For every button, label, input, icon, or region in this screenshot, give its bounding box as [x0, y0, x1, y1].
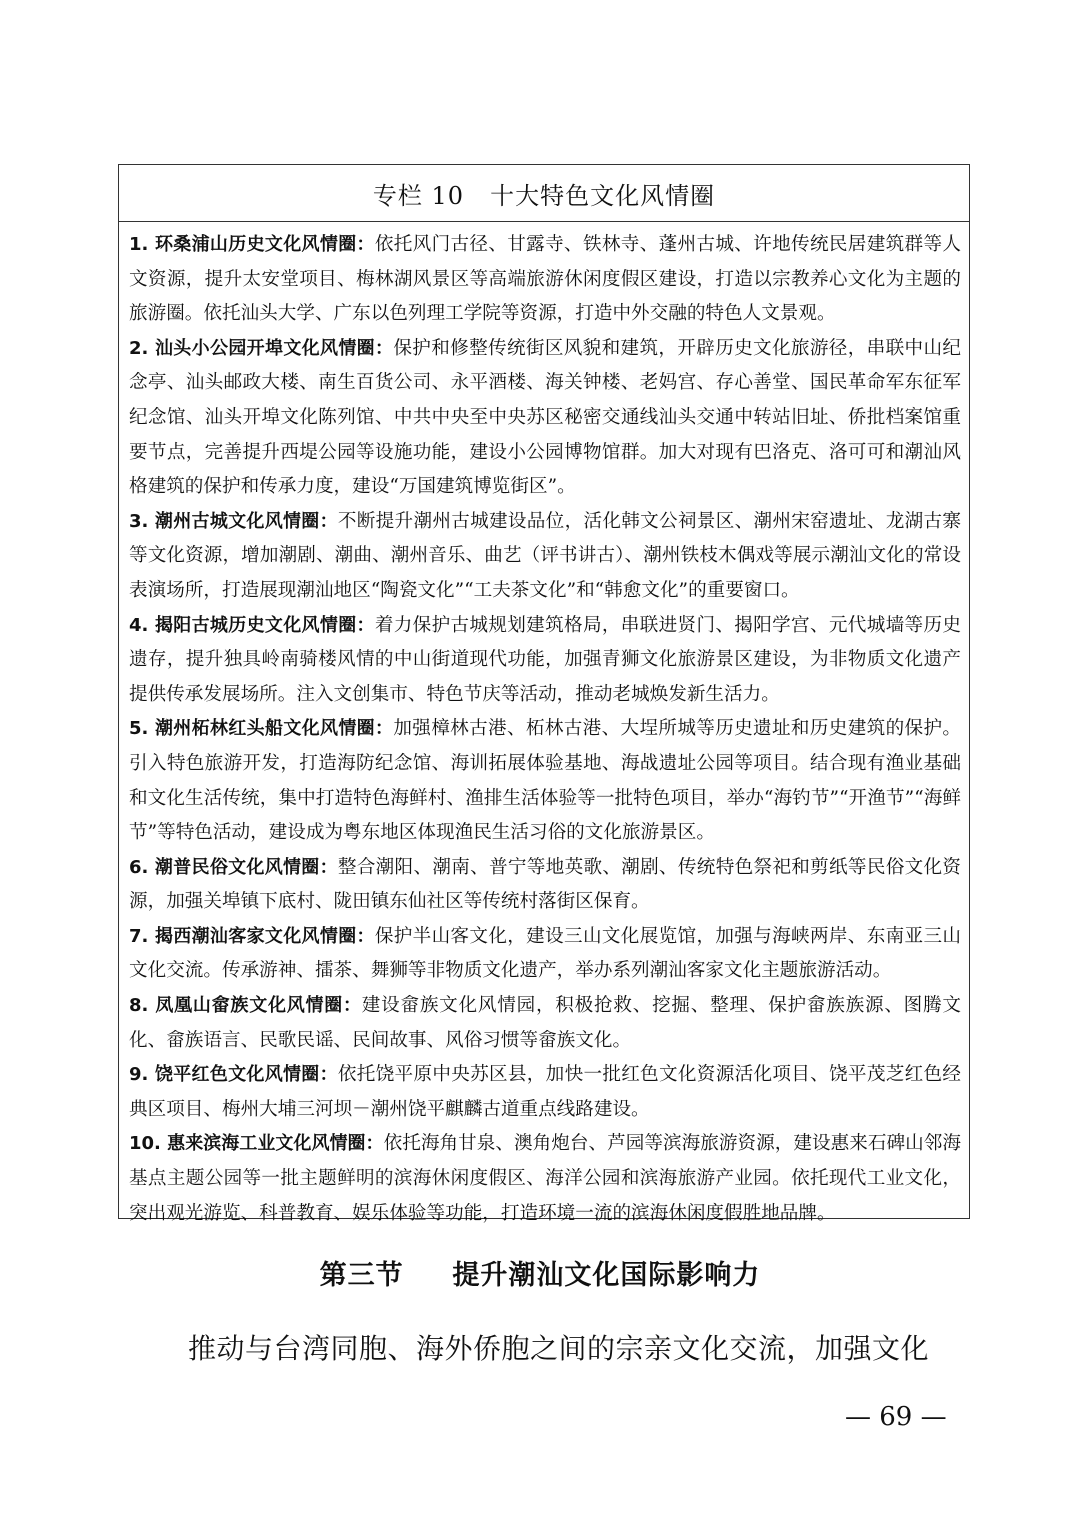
item-lead: 9. 饶平红色文化风情圈： [129, 1064, 338, 1086]
list-item [129, 609, 961, 713]
list-item [129, 851, 961, 920]
section-title: 提升潮汕文化国际影响力 [452, 1260, 761, 1291]
section-number: 第三节 [319, 1260, 404, 1291]
item-lead: 6. 潮普民俗文化风情圈： [129, 856, 338, 878]
item-lead: 8. 凤凰山畲族文化风情圈： [129, 995, 362, 1017]
item-lead: 2. 汕头小公园开埠文化风情圈： [129, 337, 394, 359]
item-lead: 5. 潮州柘林红头船文化风情圈： [129, 718, 394, 740]
item-text: 加强樟林古港、柘林古港、大埕所城等历史遗址和历史建筑的保护。引入特色旅游开发，打造海防纪念馆、海训拓展体验基地、海战遗址公园等项目。结合现有渔业基础和文化生活传统，集中打造特色海鲜村、渔排生活体验等一批特色项目，举办“海钓节”“开渔节”“海鲜节”等特色活动，建设成为粤东地区体现渔民生活习俗的文化旅游景区。 [129, 718, 961, 844]
list-item [129, 989, 961, 1058]
item-text: 依托海角甘泉、澳角炮台、芦园等滨海旅游资源，建设惠来石碑山邻海基点主题公园等一批主题鲜明的滨海休闲度假区、海洋公园和滨海旅游产业园。依托现代工业文化，突出观光游览、科普教育、娱乐体验等功能，打造环境一流的滨海休闲度假胜地品牌。 [129, 1133, 961, 1224]
item-lead: 7. 揭西潮汕客家文化风情圈： [129, 925, 375, 947]
item-text: 整合潮阳、潮南、普宁等地英歌、潮剧、传统特色祭祀和剪纸等民俗文化资源，加强关埠镇下底村、陇田镇东仙社区等传统村落街区保育。 [129, 856, 961, 913]
feature-box [118, 164, 970, 1224]
feature-box-body [119, 222, 969, 1231]
item-text: 依托饶平原中央苏区县，加快一批红色文化资源活化项目、饶平茂芝红色经典区项目、梅州大埔三河坝－潮州饶平麒麟古道重点线路建设。 [129, 1064, 961, 1120]
item-text: 不断提升潮州古城建设品位，活化韩文公祠景区、潮州宋窑遗址、龙湖古寨等文化资源，增加潮剧、潮曲、潮州音乐、曲艺（评书讲古）、潮州铁枝木偶戏等展示潮汕文化的常设表演场所，打造展现潮汕地区“陶瓷文化”“工夫茶文化”和“韩愈文化”的重要窗口。 [129, 510, 961, 601]
list-item [129, 1058, 961, 1127]
feature-box-heading: 十大特色文化风情圈 [490, 181, 716, 210]
list-item [129, 332, 961, 505]
body-paragraph: 推动与台湾同胞、海外侨胞之间的宗亲文化交流，加强文化 [188, 1332, 930, 1365]
item-lead: 3. 潮州古城文化风情圈： [129, 510, 338, 532]
feature-box-title [119, 165, 969, 222]
list-item [129, 228, 961, 332]
list-item [129, 920, 961, 989]
item-text: 保护和修整传统街区风貌和建筑，开辟历史文化旅游径，串联中山纪念亭、汕头邮政大楼、南生百货公司、永平酒楼、海关钟楼、老妈宫、存心善堂、国民革命军东征军纪念馆、汕头开埠文化陈列馆、中共中央至中央苏区秘密交通线汕头交通中转站旧址、侨批档案馆重要节点，完善提升西堤公园等设施功能，建设小公园博物馆群。加大对现有巴洛克、洛可可和潮汕风格建筑的保护和传承力度，建设“万国建筑博览街区”。 [129, 337, 961, 498]
list-item [129, 1127, 961, 1231]
item-text: 依托风门古径、甘露寺、铁林寺、蓬州古城、许地传统民居建筑群等人文资源，提升太安堂项目、梅林湖风景区等高端旅游休闲度假区建设，打造以宗教养心文化为主题的旅游圈。依托汕头大学、广东以色列理工学院等资源，打造中外交融的特色人文景观。 [129, 234, 961, 325]
list-item [129, 712, 961, 850]
page-number: — 69 — [845, 1402, 947, 1432]
feature-box-number: 专栏 10 [372, 181, 465, 210]
item-text: 建设畲族文化风情园，积极抢救、挖掘、整理、保护畲族族源、图腾文化、畲族语言、民歌民谣、民间故事、风俗习惯等畲族文化。 [129, 995, 961, 1051]
item-lead: 4. 揭阳古城历史文化风情圈： [129, 614, 375, 636]
item-lead: 10. 惠来滨海工业文化风情圈： [129, 1133, 384, 1155]
list-item [129, 505, 961, 609]
item-text: 保护半山客文化，建设三山文化展览馆，加强与海峡两岸、东南亚三山文化交流。传承游神、擂茶、舞狮等非物质文化遗产，举办系列潮汕客家文化主题旅游活动。 [129, 925, 961, 982]
item-text: 着力保护古城规划建筑格局，串联进贤门、揭阳学宫、元代城墙等历史遗存，提升独具岭南骑楼风情的中山街道现代功能，加强青狮文化旅游景区建设，为非物质文化遗产提供传承发展场所。注入文创集市、特色节庆等活动，推动老城焕发新生活力。 [129, 614, 961, 705]
item-lead: 1. 环桑浦山历史文化风情圈： [129, 234, 375, 255]
section-heading [0, 1253, 1080, 1292]
